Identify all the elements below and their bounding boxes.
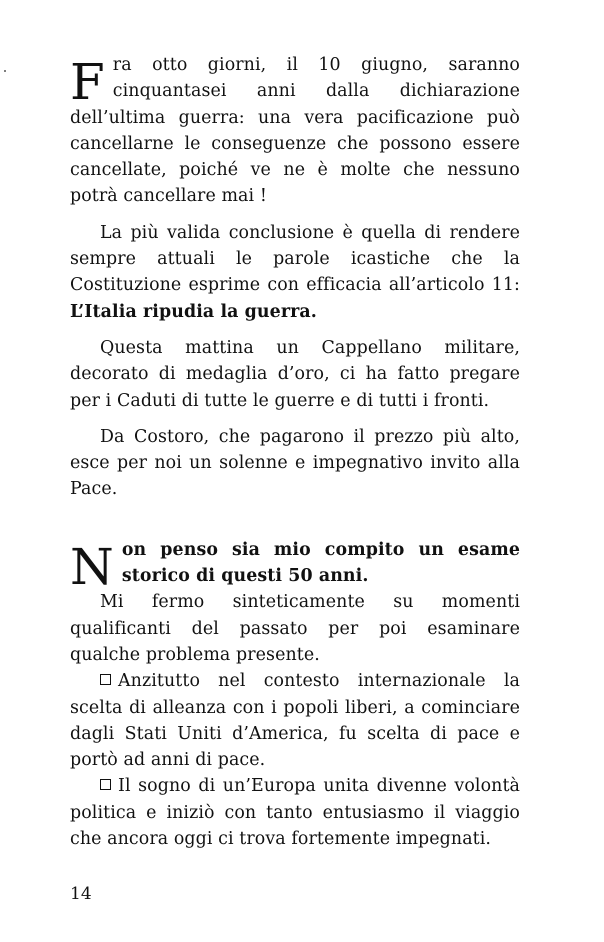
scan-speck (4, 70, 6, 72)
section2-paragraph2: Mi fermo sinteticamente su momenti qualificanti del passato per poi esaminare qualche problema presente. (70, 592, 520, 665)
page-body (70, 52, 520, 852)
square-bullet-icon (100, 779, 111, 790)
section1-paragraph1-text: ra otto giorni, il 10 giugno, saranno cinquantasei anni dalla dichiarazione dell’ultima guerra: una vera pacificazione può cancellarne le conseguenze che possono essere cancellate, poiché ve ne è molte che nessuno potrà cancellare mai ! (70, 55, 520, 207)
dropcap-n: N (70, 537, 114, 596)
page-number: 14 (70, 884, 92, 904)
section1-paragraph4: Da Costoro, che pagarono il prezzo più alto, esce per noi un solenne e impegnativo invito alla Pace. (70, 426, 520, 500)
section2-paragraph1 (70, 537, 520, 596)
square-bullet-icon (100, 674, 111, 685)
section2-paragraph1-text: on penso sia mio compito un esame storico di questi 50 anni. (121, 539, 520, 587)
section1-paragraph3: Questa mattina un Cappellano militare, decorato di medaglia d’oro, ci ha fatto pregare per i Caduti di tutte le guerre e di tutti i fronti. (70, 337, 520, 411)
section1-paragraph1 (70, 52, 520, 210)
section2-bullet1 (70, 668, 520, 773)
dropcap-f: F (70, 53, 105, 111)
constitution-quote: L’Italia ripudia la guerra. (70, 301, 317, 322)
section2-bullet1-text: Anzitutto nel contesto internazionale la scelta di alleanza con i popoli liberi, a cominciare dagli Stati Uniti d’America, fu scelta di pace e portò ad anni di pace. (70, 671, 520, 771)
section1-paragraph2-text: La più valida conclusione è quella di rendere sempre attuali le parole icastiche che la Costituzione esprime con efficacia all’articolo 11: (70, 222, 520, 296)
section2-bullet2 (70, 773, 520, 852)
section1-paragraph2 (70, 220, 520, 325)
section2-bullet2-text: Il sogno di un’Europa unita divenne volontà politica e iniziò con tanto entusiasmo il viaggio che ancora oggi ci trova fortemente impegnati. (70, 776, 520, 850)
